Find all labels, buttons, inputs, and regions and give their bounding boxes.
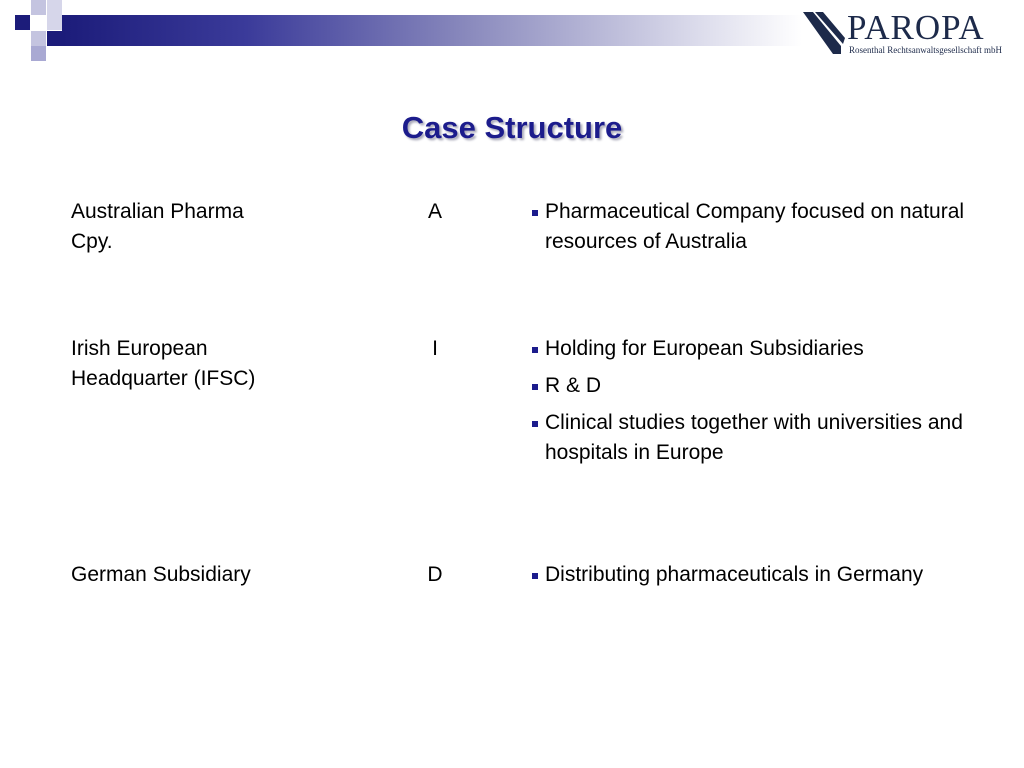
bullet-square-icon xyxy=(532,573,538,579)
logo-mark-icon xyxy=(803,12,849,54)
entity-name-line: Headquarter (IFSC) xyxy=(71,367,256,390)
decor-square xyxy=(47,31,62,46)
list-item-text: Clinical studies together with universities and hospitals in Europe xyxy=(545,411,963,464)
bullet-square-icon xyxy=(532,384,538,390)
list-item-text: Pharmaceutical Company focused on natural resources of Australia xyxy=(545,200,965,253)
logo-subtitle: Rosenthal Rechtsanwaltsgesellschaft mbH xyxy=(849,45,1002,55)
list-item xyxy=(530,560,970,590)
list-item xyxy=(530,408,970,468)
entity-code: I xyxy=(432,337,438,360)
list-item xyxy=(530,197,970,257)
entity-name xyxy=(71,560,331,590)
entity-name-line: Australian Pharma xyxy=(71,200,244,223)
decor-square xyxy=(31,0,46,15)
page-title: Case Structure xyxy=(401,110,623,145)
list-item xyxy=(530,334,970,364)
entity-code: A xyxy=(427,200,442,223)
list-item-text: Distributing pharmaceuticals in Germany xyxy=(545,563,924,586)
list-item-text: R & D xyxy=(545,374,602,397)
entity-name xyxy=(71,334,331,394)
decor-square xyxy=(31,46,46,61)
bullet-square-icon xyxy=(532,421,538,427)
header-band xyxy=(0,0,1024,62)
decor-square xyxy=(47,0,62,15)
description-list xyxy=(530,334,970,475)
list-item xyxy=(530,371,970,401)
header-gradient-bar xyxy=(62,15,802,46)
paropa-logo xyxy=(803,10,1013,58)
bullet-square-icon xyxy=(532,347,538,353)
decor-square xyxy=(47,15,62,30)
description-list xyxy=(530,560,970,597)
decor-square xyxy=(31,31,46,46)
entity-code: D xyxy=(427,563,443,586)
entity-name-line: German Subsidiary xyxy=(71,563,251,586)
list-item-text: Holding for European Subsidiaries xyxy=(545,337,864,360)
decor-square xyxy=(15,15,30,30)
logo-wordmark: PAROPA xyxy=(847,8,985,47)
entity-name-line: Cpy. xyxy=(71,230,113,253)
description-list xyxy=(530,197,970,264)
bullet-square-icon xyxy=(532,210,538,216)
entity-name xyxy=(71,197,331,257)
entity-name-line: Irish European xyxy=(71,337,208,360)
